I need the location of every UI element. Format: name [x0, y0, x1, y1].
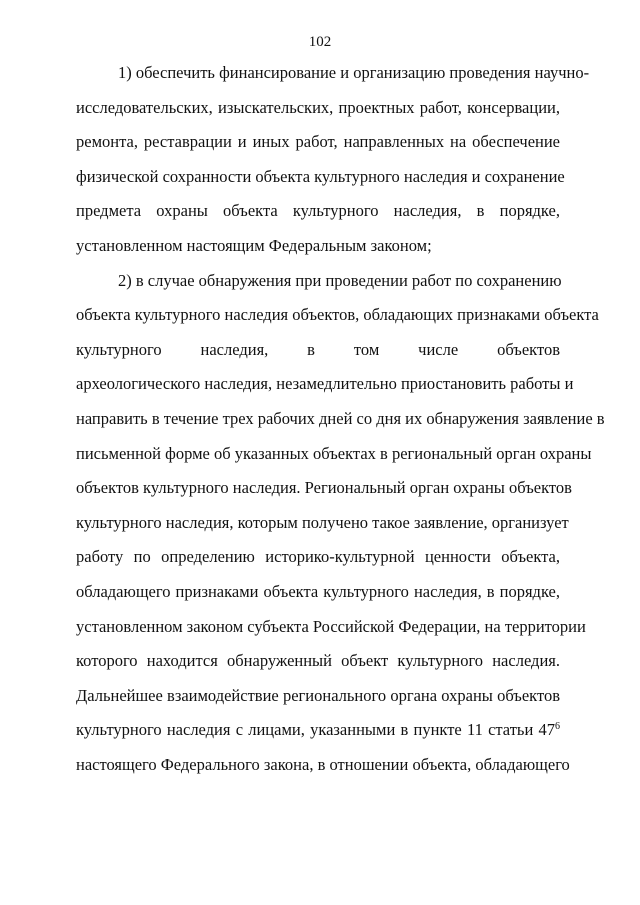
text-line: предмета охраны объекта культурного наследия, в порядке, [76, 201, 560, 221]
text-line: ремонта, реставрации и иных работ, направленных на обеспечение [76, 132, 560, 152]
page-number: 102 [308, 34, 332, 50]
text-line: объекта культурного наследия объектов, обладающих признаками объекта [76, 305, 599, 325]
text-line: объектов культурного наследия. Региональный орган охраны объектов [76, 478, 572, 498]
text-line: исследовательских, изыскательских, проектных работ, консервации, [76, 97, 560, 117]
text-line: культурного наследия, которым получено такое заявление, организует [76, 512, 569, 532]
text-line: археологического наследия, незамедлительно приостановить работы и [76, 374, 574, 394]
footnote-mark: 6 [555, 721, 560, 733]
text-line: установленном законом субъекта Российской Федерации, на территории [76, 616, 586, 636]
text-line: 1) обеспечить финансирование и организацию проведения научно- [118, 63, 590, 82]
text-line: культурного наследия, в том числе объектов [76, 339, 560, 359]
text-line-content: культурного наследия с лицами, указанными в пункте 11 статьи 47 [76, 720, 555, 740]
text-line: обладающего признаками объекта культурного наследия, в порядке, [76, 581, 560, 601]
text-line: которого находится обнаруженный объект культурного наследия. [76, 651, 560, 671]
text-line: 2) в случае обнаружения при проведении работ по сохранению [118, 270, 562, 290]
text-line: письменной форме об указанных объектах в региональный орган охраны [76, 443, 592, 463]
text-line: Дальнейшее взаимодействие регионального органа охраны объектов [76, 685, 560, 705]
text-line: настоящего Федерального закона, в отношении объекта, обладающего [76, 754, 570, 774]
text-line [76, 720, 560, 755]
text-line: установленном настоящим Федеральным законом; [76, 235, 432, 255]
text-line: физической сохранности объекта культурного наследия и сохранение [76, 166, 565, 186]
text-line: работу по определению историко-культурной ценности объекта, [76, 547, 560, 567]
text-line: направить в течение трех рабочих дней со дня их обнаружения заявление в [76, 408, 605, 428]
document-body [76, 63, 605, 789]
